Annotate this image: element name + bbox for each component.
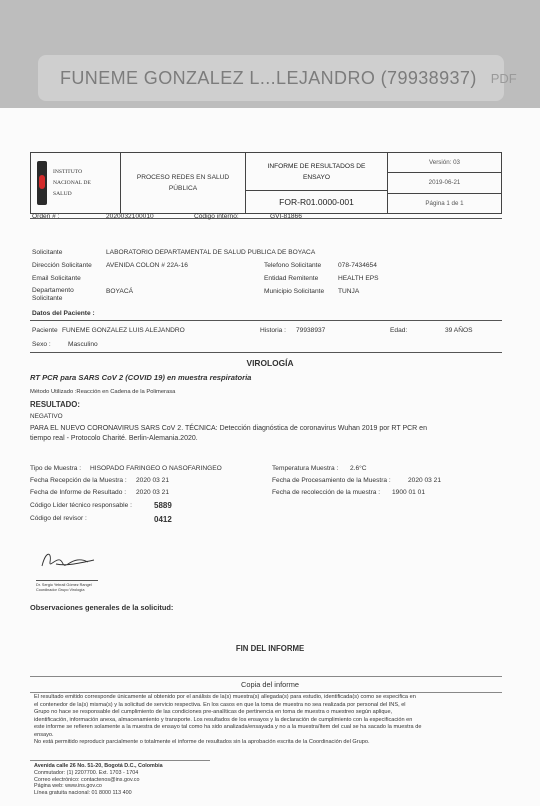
- disclaimer-line-2: el contenedor de la(s) misma(s) y la solicitud de servicio respectiva. En los casos en que la toma de muestra no sea realizada por personal del INS, el: [34, 701, 406, 708]
- file-title-pill[interactable]: [38, 55, 517, 101]
- test-name: RT PCR para SARS CoV 2 (COVID 19) en muestra respiratoria: [30, 373, 252, 382]
- processing-value: 2020 03 21: [408, 477, 442, 484]
- patient-label: Paciente: [32, 327, 58, 334]
- file-type-label: PDF: [490, 70, 517, 86]
- internal-code-label: Código interno:: [194, 213, 239, 220]
- temperature-value: 2.6°C: [350, 465, 367, 472]
- applicant-label: Solicitante: [32, 249, 63, 256]
- ins-logo: [31, 153, 121, 213]
- municipality-label: Municipio Solicitante: [264, 288, 325, 295]
- footer-website: Página web: www.ins.gov.co: [34, 783, 102, 790]
- address-label: Dirección Solicitante: [32, 262, 92, 269]
- processing-label: Fecha de Procesamiento de la Muestra :: [272, 477, 391, 484]
- file-name: FUNEME GONZALEZ L...LEJANDRO (79938937): [60, 67, 477, 88]
- logo-line-3: SALUD: [53, 190, 72, 197]
- header-divider: [30, 218, 502, 219]
- disclaimer: [34, 694, 504, 747]
- footer-contact: [34, 763, 294, 797]
- signature-block: [36, 546, 106, 593]
- order-value: 2020032100010: [106, 213, 154, 220]
- logo-line-2: NACIONAL DE: [53, 179, 91, 186]
- footer-divider: [30, 760, 210, 761]
- sex-label: Sexo :: [32, 341, 51, 348]
- municipality-value: TUNJA: [338, 288, 360, 295]
- method-text: Método Utilizado :Reacción en Cadena de la Polimerasa: [30, 389, 176, 395]
- page-count: Página 1 de 1: [425, 199, 464, 207]
- viewer-toolbar: [0, 0, 540, 108]
- process-name: PROCESO REDES EN SALUD PÚBLICA: [121, 153, 246, 213]
- sample-type-value: HISOPADO FARINGEO O NASOFARINGEO: [90, 465, 222, 472]
- internal-code-value: GVI-81866: [270, 213, 302, 220]
- result-label: RESULTADO:: [30, 400, 80, 409]
- reception-label: Fecha Recepción de la Muestra :: [30, 477, 127, 484]
- end-of-report: FIN DEL INFORME: [235, 644, 305, 653]
- applicant-value: LABORATORIO DEPARTAMENTAL DE SALUD PUBLICA DE BOYACA: [106, 249, 316, 256]
- disclaimer-line-5: este informe se refieren solamente a la muestra de ensayo tal como ha sido analizada/ensayada y no a la muestra/ítem del cual se ha sacado la muestra de: [34, 724, 422, 730]
- copy-divider-bottom: [30, 692, 502, 693]
- sex-value: Masculino: [68, 341, 98, 348]
- phone-value: 078-7434654: [338, 262, 377, 269]
- reviewer-code-label: Código del revisor :: [30, 515, 87, 522]
- disclaimer-line-4: identificación, información anexa, almacenamiento y transporte. Los resultados de los ensayos y la declaración de cumplimiento con la especificación en: [34, 716, 413, 723]
- report-header: [30, 152, 502, 214]
- logo-line-1: INSTITUTO: [53, 168, 83, 175]
- department-label: Departamento Solicitante: [32, 287, 74, 302]
- copy-label: Copia del informe: [241, 680, 299, 689]
- entity-value: HEALTH EPS: [338, 275, 379, 282]
- ins-logo-icon: [37, 161, 47, 205]
- temperature-label: Temperatura Muestra :: [272, 465, 339, 472]
- footer-email: Correo electrónico: contactenos@ins.gov.co: [34, 776, 140, 783]
- report-date-value: 2020 03 21: [136, 489, 170, 496]
- entity-label: Entidad Remitente: [264, 275, 319, 282]
- signer-name: Dr. Sergio Yebrail Gómez Rangel: [36, 583, 92, 587]
- age-label: Edad:: [390, 327, 408, 334]
- result-divider: [30, 352, 502, 353]
- lead-code-value: 5889: [154, 501, 172, 510]
- reception-value: 2020 03 21: [136, 477, 170, 484]
- address-value: AVENIDA COLON # 22A-16: [106, 262, 188, 269]
- report-date-label: Fecha de Informe de Resultado :: [30, 489, 127, 496]
- disclaimer-line-1: El resultado emitido corresponde únicamente al obtenido por el análisis de la(s) muestra(s) allegada(s) para estudio, identificada(s) como se especifica en: [34, 694, 416, 700]
- age-value: 39 AÑOS: [445, 327, 473, 334]
- reviewer-code-value: 0412: [154, 515, 172, 524]
- form-code: FOR-R01.0000-001: [279, 197, 354, 207]
- signature-line: [36, 580, 98, 581]
- history-value: 79938937: [296, 327, 326, 334]
- result-value: NEGATIVO: [30, 413, 63, 420]
- lead-code-label: Código Líder técnico responsable :: [30, 502, 132, 509]
- document-page: [0, 108, 540, 806]
- sample-type-label: Tipo de Muestra :: [30, 465, 82, 472]
- virology-title: VIROLOGÍA: [246, 358, 294, 368]
- collection-value: 1900 01 01: [392, 489, 426, 496]
- disclaimer-line-3: Grupo no hace se responsable del cumplimiento de las condiciones pre-analíticas de pertinencia en toma de muestra o muestreo según aplique,: [34, 709, 393, 715]
- footer-hotline: Línea gratuita nacional: 01 8000 113 400: [34, 790, 132, 797]
- order-label: Orden # :: [32, 213, 60, 220]
- patient-section-title: Datos del Paciente :: [32, 310, 95, 317]
- disclaimer-line-7: No está permitido reproducir parcialmente o totalmente el informe de resultados sin la aprobación escrita de la Coordinación del Grupo.: [34, 739, 370, 745]
- signer-role: Coordinador Grupo Virología: [36, 588, 85, 592]
- phone-label: Telefono Solicitante: [264, 262, 322, 269]
- signature-image: [36, 546, 106, 574]
- result-detail-1: PARA EL NUEVO CORONAVIRUS SARS CoV 2. TÉCNICA: Detección diagnóstica de coronavirus Wuhan 2019 por RT PCR en: [30, 425, 427, 432]
- result-detail-2: tiempo real - Protocolo Charité. Berlin-Alemania.2020.: [30, 435, 198, 442]
- department-value: BOYACÁ: [106, 288, 133, 295]
- version-date: 2019-06-21: [388, 173, 501, 193]
- report-title: INFORME DE RESULTADOS DE ENSAYO: [246, 153, 387, 191]
- patient-divider: [30, 320, 502, 321]
- history-label: Historia :: [260, 327, 287, 334]
- observations-label: Observaciones generales de la solicitud:: [30, 603, 174, 612]
- footer-address: Avenida calle 26 No. 51-20, Bogotá D.C., Colombia: [34, 763, 163, 769]
- disclaimer-line-6: ensayo.: [34, 731, 54, 738]
- collection-label: Fecha de recolección de la muestra :: [272, 489, 381, 496]
- patient-value: FUNEME GONZALEZ LUIS ALEJANDRO: [62, 327, 185, 334]
- email-label: Email Solicitante: [32, 275, 81, 282]
- footer-phone: Conmutador: (1) 2207700. Ext. 1703 - 1704: [34, 769, 139, 776]
- version-label: Versión: 03: [388, 153, 501, 173]
- copy-divider-top: [30, 676, 502, 677]
